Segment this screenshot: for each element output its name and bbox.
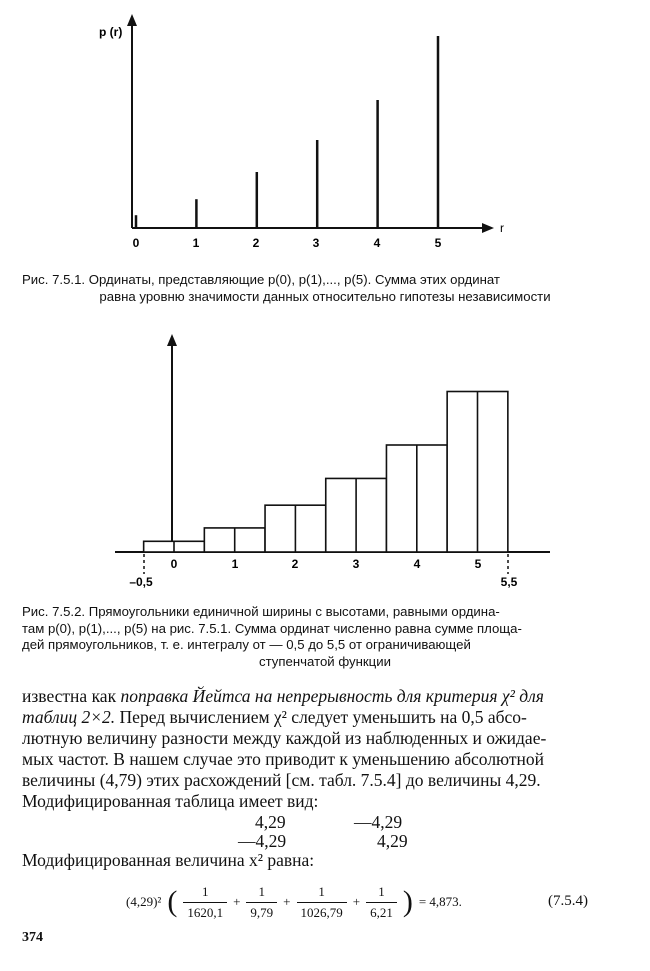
caption-line: ступенчатой функции: [259, 653, 391, 669]
tick-label-1: 1: [231, 557, 239, 571]
formula-result: = 4,873.: [418, 894, 462, 909]
caption-line: дей прямоугольников, т. е. интегралу от — 0,5 до 5,5 от ограничивающей: [22, 637, 471, 652]
page-number: 374: [22, 930, 43, 945]
y-axis-arrow-icon: [167, 334, 177, 346]
table-cell: 4,29: [255, 812, 286, 832]
formula-intro: Модифицированная величина x² равна:: [22, 850, 315, 870]
table-cell: —4,29: [238, 831, 287, 851]
tick-label-2: 2: [291, 557, 299, 571]
y-axis-label: p (r): [99, 25, 123, 39]
fraction: $\frac{1}{1026,79}$: [297, 884, 347, 921]
tick-label-4: 4: [373, 236, 381, 250]
text-line: лютную величину разности между каждой из наблюденных и ожидае-: [22, 728, 547, 748]
table-cell: —4,29: [354, 812, 403, 832]
plus-sign: +: [352, 894, 361, 909]
tick-label-3: 3: [352, 557, 360, 571]
plus-sign: +: [233, 894, 241, 909]
tick-label-2: 2: [252, 236, 260, 250]
text-line: мых частот. В нашем случае это приводит к уменьшению абсолютной: [22, 749, 545, 769]
equation-number: (7.5.4): [548, 893, 588, 909]
caption-line: Рис. 7.5.1. Ординаты, представляющие p(0), p(1),..., p(5). Сумма этих ординат: [22, 272, 500, 287]
x-axis-label: r: [500, 221, 504, 235]
tick-label-3: 3: [312, 236, 320, 250]
text-line: таблиц 2×2. Перед вычислением χ² следует уменьшить на 0,5 абсо-: [22, 707, 527, 727]
tick-label-5: 5: [434, 236, 442, 250]
left-bound-label: –0,5: [129, 575, 153, 589]
text-line: величины (4,79) этих расхождений [см. табл. 7.5.4] до величины 4,29.: [22, 770, 541, 790]
tick-label-0: 0: [132, 236, 140, 250]
formula-7-5-4: [126, 874, 462, 930]
x-axis-arrow-icon: [482, 223, 494, 233]
figure-7-5-2: [0, 326, 650, 596]
formula-lead: (4,29)²: [126, 894, 162, 909]
close-paren: ): [402, 885, 413, 918]
table-cell: 4,29: [377, 831, 408, 851]
tick-label-4: 4: [413, 557, 421, 571]
tick-label-5: 5: [474, 557, 482, 571]
y-axis-arrow-icon: [127, 14, 137, 26]
fraction: $\frac{1}{9,79}$: [246, 884, 277, 921]
text-line: известна как поправка Йейтса на непрерывность для критерия χ² для: [22, 686, 544, 706]
figure-7-5-1: [0, 0, 650, 260]
step-rectangles: [144, 392, 508, 553]
ordinate-lines: [136, 36, 438, 228]
figure-7-5-2-caption: [22, 604, 628, 670]
caption-line: Рис. 7.5.2. Прямоугольники единичной ширины с высотами, равными ордина-: [22, 604, 500, 619]
fraction: $\frac{1}{1620,1}$: [183, 884, 227, 921]
body-paragraph: [22, 686, 626, 812]
tick-label-1: 1: [192, 236, 200, 250]
caption-line: там p(0), p(1),..., p(5) на рис. 7.5.1. Сумма ординат численно равна сумме площа-: [22, 620, 522, 636]
caption-line: равна уровню значимости данных относительно гипотезы независимости: [99, 288, 551, 304]
open-paren: (: [167, 885, 178, 918]
right-bound-label: 5,5: [500, 575, 518, 589]
tick-label-0: 0: [170, 557, 178, 571]
plus-sign: +: [283, 894, 291, 909]
text-line: Модифицированная таблица имеет вид:: [22, 791, 319, 811]
fraction: $\frac{1}{6,21}$: [366, 884, 397, 921]
yates-correction-term: поправка Йейтса на непрерывность для критерия χ² для: [120, 686, 544, 706]
figure-7-5-1-caption: [22, 272, 628, 305]
